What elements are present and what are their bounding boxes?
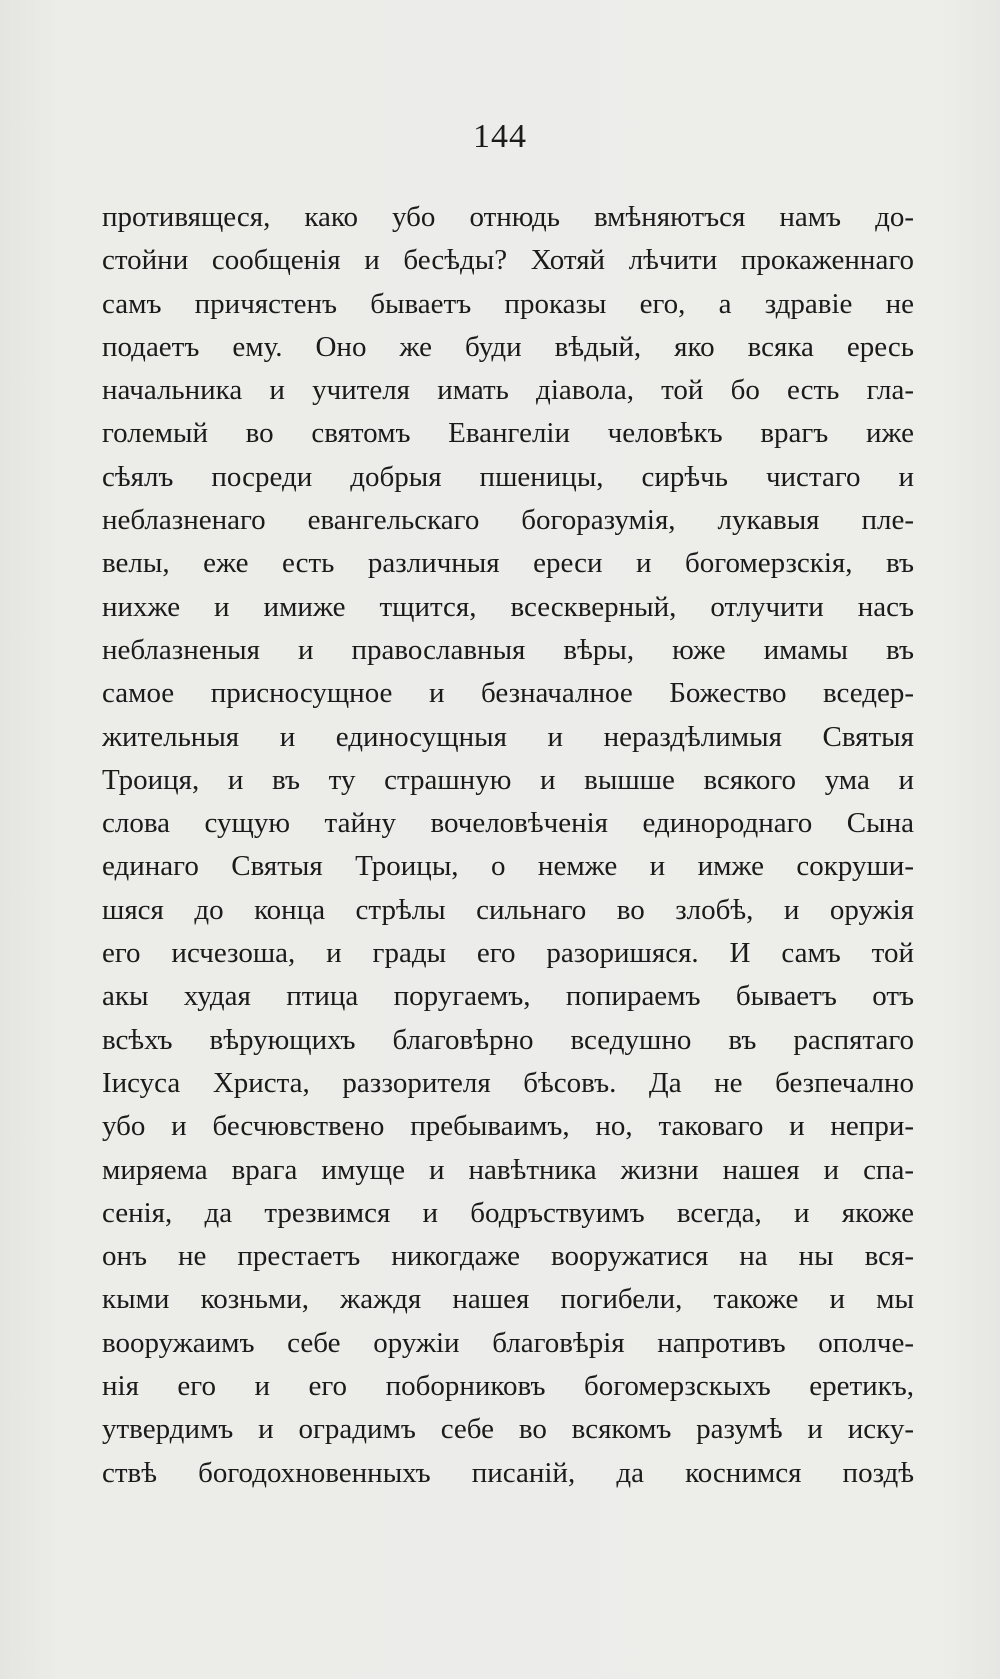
text-line: миряема врага имуще и навѣтника жизни нашея и спа-	[102, 1153, 914, 1186]
text-line: Іисуса Христа, раззорителя бѣсовъ. Да не безпечално	[102, 1066, 914, 1099]
text-line: его исчезоша, и грады его разоришяся. И самъ той	[102, 937, 914, 970]
text-line: акы худая птица поругаемъ, попираемъ бываетъ отъ	[102, 980, 914, 1013]
text-line: начальника и учителя имать діавола, той бо есть гла-	[102, 374, 914, 407]
text-line: големый во святомъ Евангеліи человѣкъ врагъ иже	[102, 417, 914, 450]
text-line: подаетъ ему. Оно же буди вѣдый, яко всяка ересь	[102, 330, 914, 363]
text-line: слова сущую тайну вочеловѣченія единороднаго Сына	[102, 807, 914, 840]
page-body-text	[102, 196, 914, 1495]
text-line: противящеся, како убо отнюдь вмѣняютъся намъ до-	[102, 201, 914, 233]
text-line: самое присносущное и безначалное Божество вседер-	[102, 677, 914, 710]
text-line: единаго Святыя Троицы, о немже и имже сокруши-	[102, 850, 914, 883]
text-line: стойни сообщенія и бесѣды? Хотяй лѣчити прокаженнаго	[102, 244, 914, 277]
text-line: утвердимъ и оградимъ себе во всякомъ разумѣ и иску-	[102, 1413, 914, 1446]
text-line: велы, еже есть различныя ереси и богомерзскія, въ	[102, 547, 914, 580]
text-line: жительныя и единосущныя и нераздѣлимыя Святыя	[102, 720, 914, 753]
page-number: 144	[473, 118, 527, 155]
text-line: кыми козньми, жаждя нашея погибели, такоже и мы	[102, 1283, 914, 1316]
text-line: ствѣ богодохновенныхъ писаній, да коснимся поздѣ	[102, 1456, 914, 1489]
text-line: сенія, да трезвимся и бодръствуимъ всегда, и якоже	[102, 1196, 914, 1229]
text-line: шяся до конца стрѣлы сильнаго во злобѣ, и оружія	[102, 893, 914, 926]
text-line: нихже и имиже тщится, всескверный, отлучити насъ	[102, 590, 914, 623]
text-line: Троиця, и въ ту страшную и вышше всякого ума и	[102, 763, 914, 796]
text-line: самъ причястенъ бываетъ проказы его, а здравіе не	[102, 287, 914, 320]
text-line: сѣялъ посреди добрыя пшеницы, сирѣчь чистаго и	[102, 460, 914, 493]
text-line: убо и бесчювствено пребываимъ, но, таковаго и непри-	[102, 1110, 914, 1143]
text-line: неблазненыя и православныя вѣры, юже имамы въ	[102, 633, 914, 666]
text-line: онъ не престаетъ никогдаже вооружатися на ны вся-	[102, 1240, 914, 1273]
text-line: нія его и его поборниковъ богомерзскыхъ еретикъ,	[102, 1370, 914, 1403]
text-line: неблазненаго евангельскаго богоразумія, лукавыя пле-	[102, 504, 914, 537]
text-line: вооружаимъ себе оружіи благовѣрія напротивъ ополче-	[102, 1326, 914, 1359]
text-line: всѣхъ вѣрующихъ благовѣрно вседушно въ распятаго	[102, 1023, 914, 1056]
